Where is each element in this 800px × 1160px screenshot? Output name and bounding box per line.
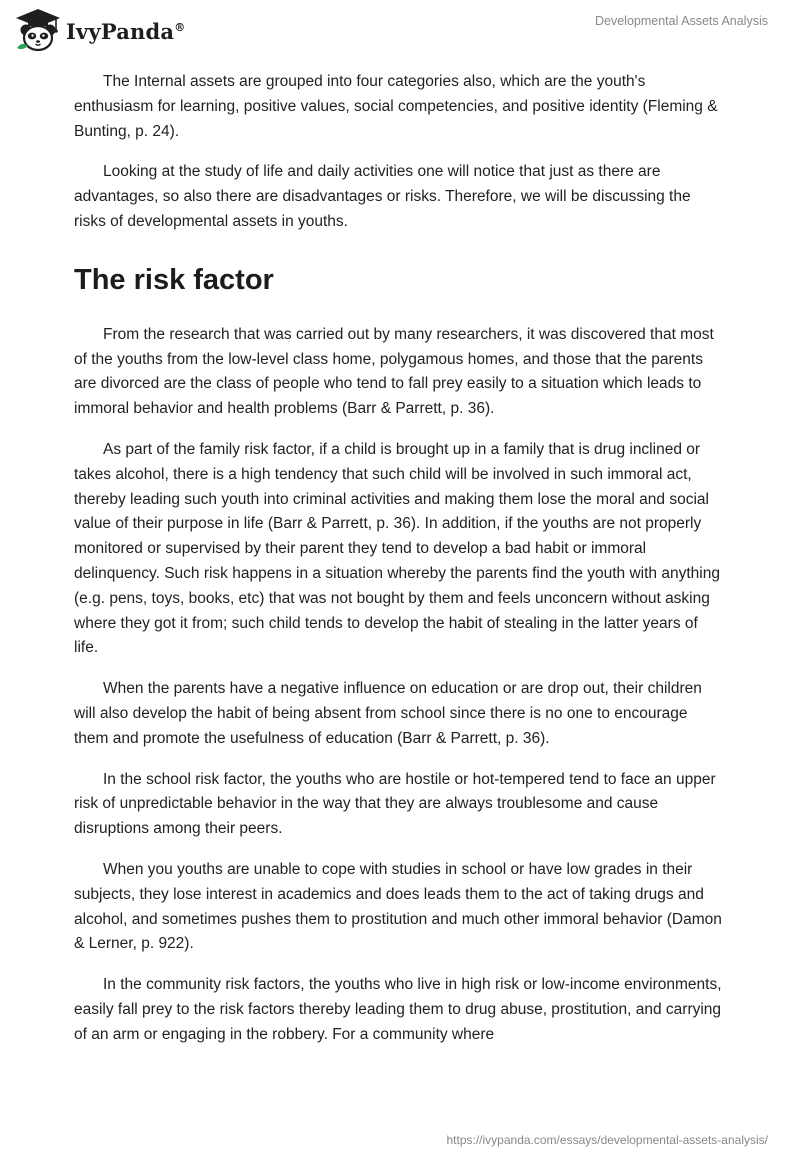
paragraph: As part of the family risk factor, if a child is brought up in a family that is drug inclined or takes alcohol, there is a high tendency that such child will be involved in such immoral act, thereby leading such youth into criminal activities and making them lose the moral and social value of their purpose in life (Barr & Parrett, p. 36). In addition, if the youths are not properly monitored or supervised by their parent they tend to develop a bad habit or immoral delinquency. Such risk happens in a situation whereby the parents find the youth with anything (e.g. pens, toys, books, etc) that was not bought by them and feels unconcern without asking where they got it from; such child tends to develop the habit of stealing in the latter years of life. xyxy=(74,440,720,657)
paragraph: Looking at the study of life and daily activities one will notice that just as there are advantages, so also there are disadvantages or risks. Therefore, we will be discussing the risks of developmental assets in youths. xyxy=(74,163,691,230)
paragraph: In the school risk factor, the youths who are hostile or hot-tempered tend to face an upper risk of unpredictable behavior in the way that they are always troublesome and cause disruptions among their peers. xyxy=(74,770,716,838)
page-header xyxy=(0,0,800,60)
panda-graduate-icon xyxy=(14,8,62,54)
paragraph: When you youths are unable to cope with studies in school or have low grades in their subjects, they lose interest in academics and does leads them to the act of taking drugs and alcohol, and sometimes pushes them to prostitution and much other immoral behavior (Damon & Lerner, p. 922). xyxy=(74,860,722,953)
paragraph: The Internal assets are grouped into four categories also, which are the youth's enthusiasm for learning, positive values, social competencies, and positive identity (Fleming & Bunting, p. 24). xyxy=(74,73,718,140)
paragraph: In the community risk factors, the youths who live in high risk or low-income environments, easily fall prey to the risk factors thereby leading them to drug abuse, prostitution, and carrying of an arm or engaging in the robbery. For a community where xyxy=(74,976,722,1043)
document-title: Developmental Assets Analysis xyxy=(594,14,768,28)
source-url[interactable]: https://ivypanda.com/essays/developmental-assets-analysis/ xyxy=(446,1133,768,1147)
brand-name: IvyPanda® xyxy=(66,18,186,44)
ivypanda-logo[interactable] xyxy=(14,8,185,54)
paragraph: From the research that was carried out by many researchers, it was discovered that most of the youths from the low-level class home, polygamous homes, and those that the parents are divorced are the class of people who tend to fall prey easily to a situation which leads to immoral behavior and health problems (Barr & Parrett, p. 36). xyxy=(74,325,714,418)
section-heading: The risk factor xyxy=(74,263,274,296)
paragraph: When the parents have a negative influence on education or are drop out, their children will also develop the habit of being absent from school since there is no one to encourage them and promote the usefulness of education (Barr & Parrett, p. 36). xyxy=(74,680,702,747)
article-body xyxy=(74,70,726,1064)
